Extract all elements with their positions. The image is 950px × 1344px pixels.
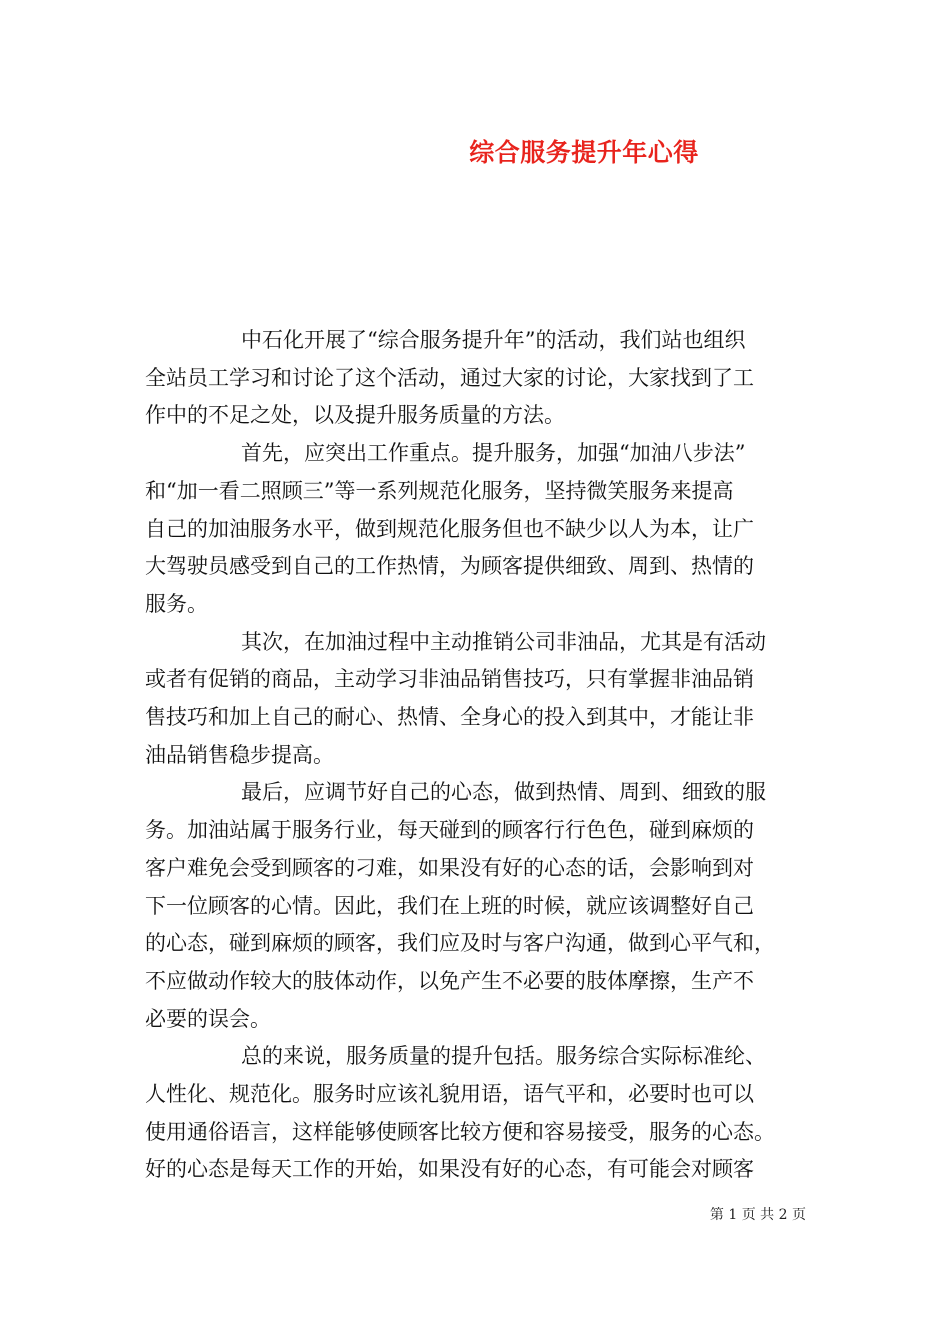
paragraph-line: 中石化开展了“综合服务提升年”的活动，我们站也组织 bbox=[241, 328, 746, 352]
paragraph-line: 全站员工学习和讨论了这个活动，通过大家的讨论，大家找到了工 bbox=[145, 365, 754, 390]
paragraph-line: 作中的不足之处，以及提升服务质量的方法。 bbox=[145, 403, 565, 428]
paragraph-line: 服务。 bbox=[145, 591, 208, 616]
page-title: 综合服务提升年心得 bbox=[469, 138, 699, 167]
paragraph-summary bbox=[145, 1038, 817, 1189]
paragraph-second-point bbox=[145, 624, 817, 775]
paragraph-line: 的心态，碰到麻烦的顾客，我们应及时与客户沟通，做到心平气和， bbox=[145, 931, 775, 956]
page-number-footer: 第 1 页 共 2 页 bbox=[709, 1207, 806, 1223]
paragraph-line: 必要的误会。 bbox=[145, 1006, 271, 1031]
paragraph-line: 自己的加油服务水平，做到规范化服务但也不缺少以人为本，让广 bbox=[145, 516, 754, 541]
paragraph-line: 务。加油站属于服务行业，每天碰到的顾客行行色色，碰到麻烦的 bbox=[145, 818, 754, 843]
paragraph-line: 首先，应突出工作重点。提升服务，加强“加油八步法” bbox=[241, 441, 746, 466]
paragraph-intro bbox=[145, 322, 817, 435]
paragraph-line: 其次，在加油过程中主动推销公司非油品，尤其是有活动 bbox=[241, 629, 766, 654]
paragraph-line: 总的来说，服务质量的提升包括。服务综合实际标准纶、 bbox=[241, 1044, 766, 1069]
paragraph-line: 客户难免会受到顾客的刁难，如果没有好的心态的话，会影响到对 bbox=[145, 855, 754, 880]
paragraph-line: 下一位顾客的心情。因此，我们在上班的时候，就应该调整好自己 bbox=[145, 893, 754, 918]
document-body bbox=[145, 322, 817, 1189]
paragraph-line: 售技巧和加上自己的耐心、热情、全身心的投入到其中，才能让非 bbox=[145, 705, 754, 730]
paragraph-first-point bbox=[145, 435, 817, 624]
paragraph-line: 人性化、规范化。服务时应该礼貌用语，语气平和，必要时也可以 bbox=[145, 1082, 754, 1107]
paragraph-line: 和“加一看二照顾三”等一系列规范化服务，坚持微笑服务来提高 bbox=[145, 478, 734, 503]
paragraph-line: 或者有促销的商品，主动学习非油品销售技巧，只有掌握非油品销 bbox=[145, 667, 754, 692]
paragraph-line: 不应做动作较大的肢体动作，以免产生不必要的肢体摩擦，生产不 bbox=[145, 968, 754, 993]
paragraph-line: 使用通俗语言，这样能够使顾客比较方便和容易接受，服务的心态。 bbox=[145, 1119, 775, 1144]
paragraph-third-point bbox=[145, 774, 817, 1038]
paragraph-line: 油品销售稳步提高。 bbox=[145, 742, 334, 767]
paragraph-line: 好的心态是每天工作的开始，如果没有好的心态，有可能会对顾客 bbox=[145, 1157, 754, 1182]
paragraph-line: 大驾驶员感受到自己的工作热情，为顾客提供细致、周到、热情的 bbox=[145, 554, 754, 579]
paragraph-line: 最后，应调节好自己的心态，做到热情、周到、细致的服 bbox=[241, 780, 766, 805]
